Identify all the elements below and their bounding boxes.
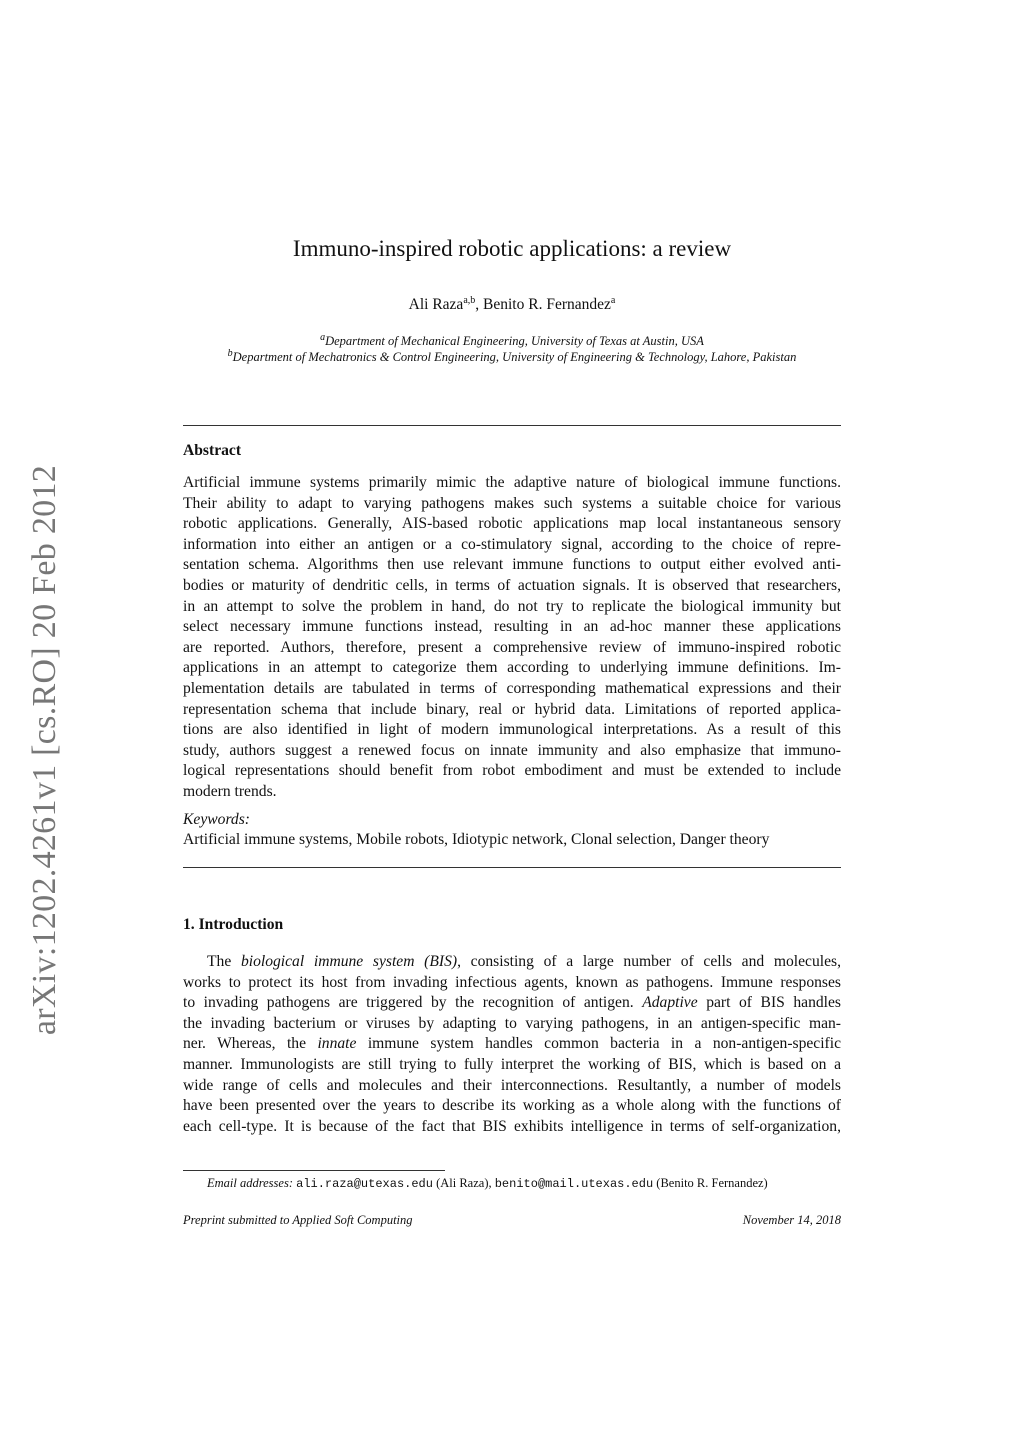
affil-mark: a xyxy=(320,332,326,343)
abstract-line: in an attempt to solve the problem in hand, do not try to replicate the biological immunity but xyxy=(183,597,841,615)
author-name: Ali Raza xyxy=(408,296,464,314)
keywords-label: Keywords: xyxy=(183,811,250,828)
paper-title: Immuno-inspired robotic applications: a review xyxy=(292,236,732,261)
keywords-text: Artificial immune systems, Mobile robots, Idiotypic network, Clonal selection, Danger theory xyxy=(183,831,770,848)
introduction-body xyxy=(183,952,841,1137)
text-segment: have been presented over the years to describe its working as a whole along with the functions of xyxy=(183,1097,841,1115)
emphasis-text: innate xyxy=(317,1035,357,1053)
email-label: Email addresses: xyxy=(207,1176,293,1190)
affil-mark: b xyxy=(227,348,233,359)
intro-line xyxy=(183,973,841,994)
text-segment: each cell-type. It is because of the fact that BIS exhibits intelligence in terms of self-organization, xyxy=(183,1117,841,1135)
text-segment: immune system handles common bacteria in a non-antigen-specific xyxy=(356,1035,841,1053)
abstract-line: bodies or maturity of dendritic cells, in terms of actuation signals. It is observed that researchers, xyxy=(183,576,841,594)
author-list: Ali Raza$^{a,b}$, Benito R. Fernandez$^a$ xyxy=(408,295,616,314)
affil-text: Department of Mechatronics & Control Engineering, University of Engineering & Technology, Lahore, Pakistan xyxy=(232,350,797,365)
preprint-note: Preprint submitted to Applied Soft Computing xyxy=(183,1213,413,1227)
abstract-line: study, authors suggest a renewed focus on innate immunity and also emphasize that immuno- xyxy=(183,741,841,759)
section-heading: 1. Introduction xyxy=(183,916,284,933)
abstract-line: select necessary immune functions instead, resulting in an ad-hoc manner these applications xyxy=(183,618,841,636)
author-affil-mark: a xyxy=(610,295,616,306)
footnote-emails xyxy=(207,1176,768,1191)
arxiv-stamp: arXiv:1202.4261v1 [cs.RO] 20 Feb 2012 xyxy=(26,464,63,1036)
emphasis-text: biological immune system (BIS) xyxy=(240,953,458,970)
abstract-line: plementation details are tabulated in terms of corresponding mathematical expressions and their xyxy=(183,679,841,697)
abstract-line: modern trends. xyxy=(183,782,277,800)
abstract-line: Artificial immune systems primarily mimic the adaptive nature of biological immune functions. xyxy=(183,474,841,491)
intro-line xyxy=(183,1096,841,1117)
intro-line xyxy=(183,1014,841,1035)
abstract-line: logical representations should benefit from robot embodiment and must be extended to include xyxy=(183,762,841,780)
author-affil-mark: a,b xyxy=(463,295,476,306)
text-segment: to invading pathogens are triggered by the recognition of antigen. xyxy=(183,994,643,1012)
author-name: Benito R. Fernandez xyxy=(483,296,611,314)
intro-line xyxy=(183,1117,841,1138)
abstract-body xyxy=(183,473,841,803)
divider xyxy=(183,867,841,868)
affiliation xyxy=(0,332,1024,349)
text-segment: works to protect its host from invading infectious agents, known as pathogens. Immune responses xyxy=(183,973,841,991)
text-segment: , consisting of a large number of cells and molecules, xyxy=(457,953,841,970)
abstract-line: are reported. Authors, therefore, present a comprehensive review of immuno-inspired robotic xyxy=(183,638,841,656)
divider xyxy=(183,425,841,426)
preprint-date: November 14, 2018 xyxy=(742,1213,841,1227)
abstract-line: sentation schema. Algorithms then use relevant immune functions to output either evolved anti- xyxy=(183,556,841,574)
affiliation xyxy=(0,348,1024,365)
email-owner: (Ali Raza), xyxy=(436,1176,492,1190)
intro-line xyxy=(183,1076,841,1097)
text-segment: the invading bacterium or viruses by adapting to varying pathogens, in an antigen-specific man- xyxy=(183,1014,841,1032)
abstract-line: Their ability to adapt to varying pathogens makes such systems a suitable choice for various xyxy=(183,494,841,512)
intro-line xyxy=(183,1034,841,1055)
email-link[interactable]: benito@mail.utexas.edu xyxy=(494,1177,654,1191)
abstract-line: applications in an attempt to categorize them according to underlying immune definitions. Im- xyxy=(183,659,841,677)
text-segment: manner. Immunologists are still trying to fully interpret the working of BIS, which is based on a xyxy=(183,1055,841,1073)
text-segment: part of BIS handles xyxy=(697,994,841,1012)
text-segment: wide range of cells and molecules and their interconnections. Resultantly, a number of models xyxy=(183,1076,841,1094)
affil-text: Department of Mechanical Engineering, University of Texas at Austin, USA xyxy=(325,334,704,349)
email-owner: (Benito R. Fernandez) xyxy=(656,1176,768,1190)
intro-line xyxy=(183,952,841,973)
abstract-line: information into either an antigen or a co-stimulatory signal, according to the choice of repre- xyxy=(183,535,841,553)
abstract-line: robotic applications. Generally, AIS-based robotic applications map local instantaneous sensory xyxy=(183,515,841,533)
email-link[interactable]: ali.raza@utexas.edu xyxy=(296,1177,433,1191)
text-segment: ner. Whereas, the xyxy=(183,1035,318,1053)
abstract-line: tions are also identified in light of modern immunological interpretations. As a result of this xyxy=(183,721,841,739)
footnote-rule xyxy=(183,1170,445,1171)
intro-line xyxy=(183,1055,841,1076)
abstract-heading: Abstract xyxy=(183,442,242,459)
emphasis-text: Adaptive xyxy=(642,994,698,1012)
text-segment: The xyxy=(207,953,241,970)
intro-line xyxy=(183,993,841,1014)
abstract-line: representation schema that include binary, real or hybrid data. Limitations of reported applica- xyxy=(183,700,841,718)
